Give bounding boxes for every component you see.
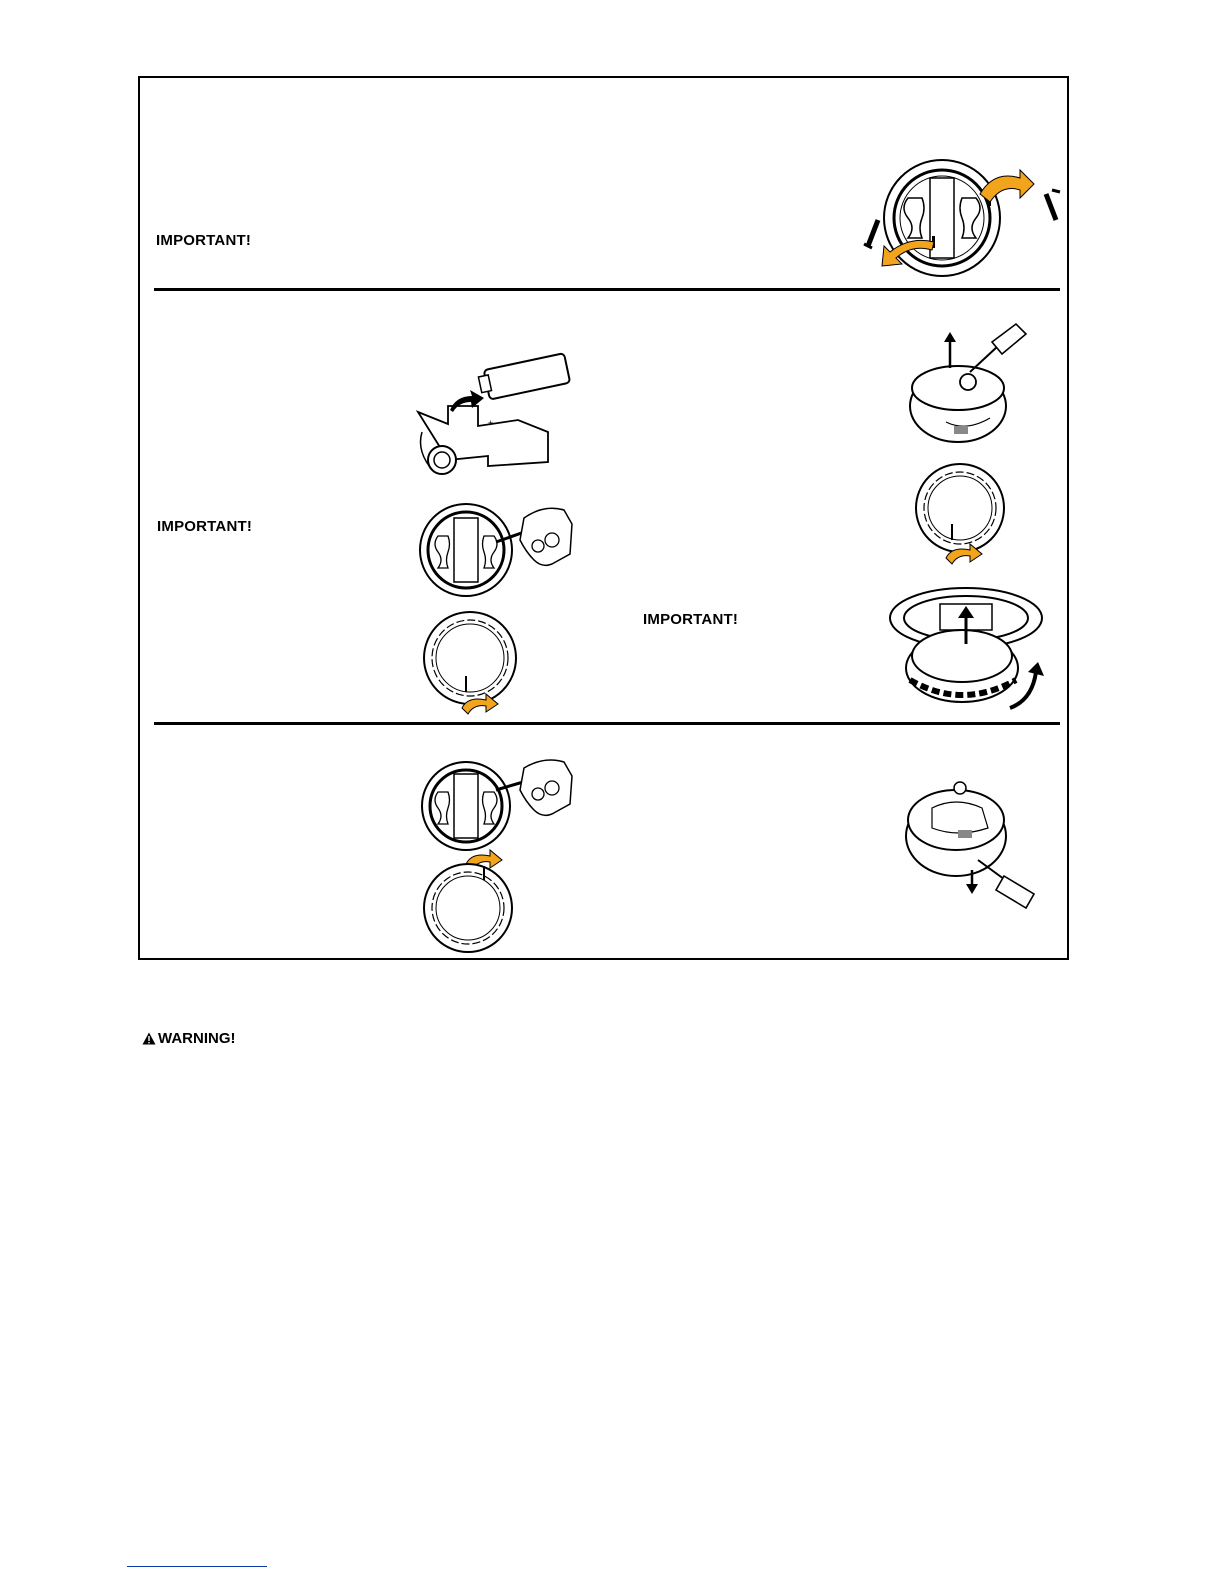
ring-tab-illustration-3: [418, 850, 522, 954]
important-label-3: IMPORTANT!: [643, 611, 739, 628]
mounting-bracket-screws-illustration: [862, 158, 1064, 282]
warning-triangle-icon: [142, 1032, 156, 1045]
bracket-tab-removal-illustration-2: [420, 758, 576, 854]
svg-text:+: +: [488, 418, 494, 428]
section-divider-2: [154, 722, 1060, 725]
detector-lock-screwdriver-illustration: [904, 778, 1052, 916]
battery-insertion-illustration: [414, 352, 580, 478]
warning-heading: [142, 1030, 236, 1047]
ring-tab-illustration-1: [420, 610, 524, 718]
important-label-2: IMPORTANT!: [157, 518, 253, 535]
warning-label: WARNING!: [158, 1030, 236, 1047]
detector-removal-screwdriver-illustration: [906, 322, 1028, 446]
bracket-tab-removal-illustration: [420, 500, 576, 600]
section-divider-1: [154, 288, 1060, 291]
footer-link-underline[interactable]: [127, 1566, 267, 1567]
ring-tab-illustration-2: [912, 460, 1012, 568]
detector-base-attach-illustration: [888, 584, 1052, 718]
important-label-1: IMPORTANT!: [156, 232, 252, 249]
